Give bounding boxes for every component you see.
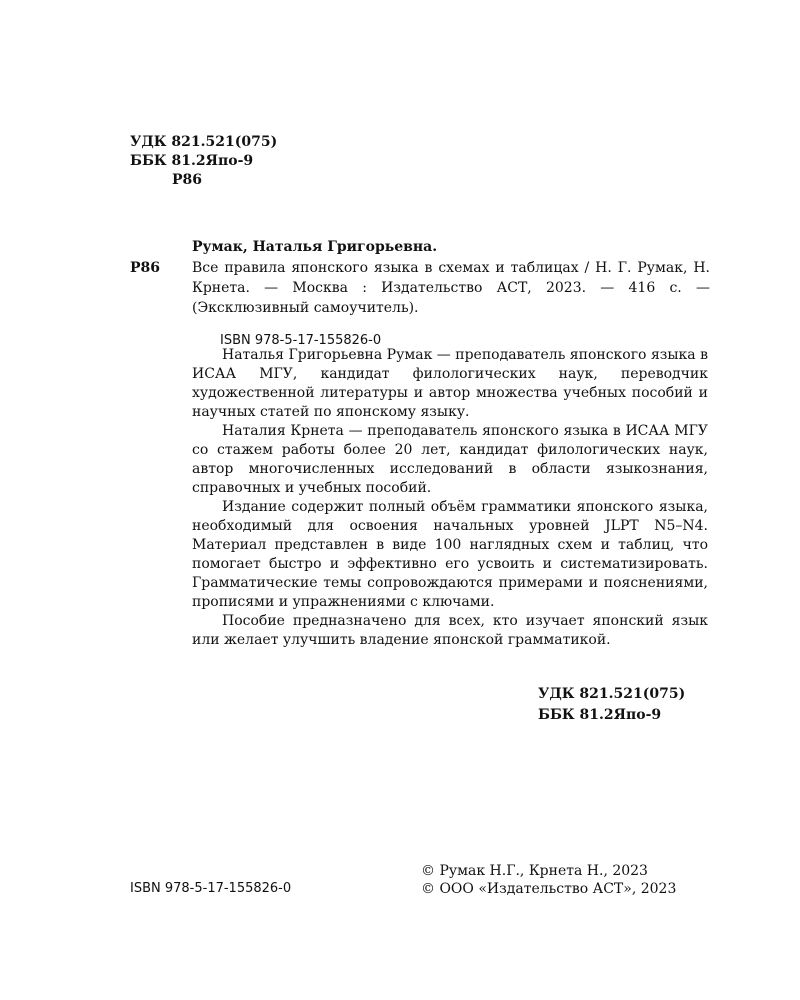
isbn-footer: ISBN 978-5-17-155826-0 <box>130 881 292 896</box>
classification-codes-top <box>130 133 277 190</box>
annotation-paragraph: Наталья Григорьевна Румак — преподаватель японского языка в ИСАА МГУ, кандидат филологических наук, переводчик художественной литературы и автор множества учебных пособий и научных статей по японскому языку. <box>192 347 708 420</box>
annotation-paragraph: Наталия Крнета — преподаватель японского языка в ИСАА МГУ со стажем работы более 20 лет, кандидат филологических наук, автор многочисленных исследований в области языкознания, справочных и учебных пособий. <box>192 423 708 496</box>
bibliographic-description: Все правила японского языка в схемах и таблицах / Н. Г. Румак, Н. Крнета. — Москва : Издательство АСТ, 2023. — 416 с. — (Эксклюзивный самоучитель). <box>192 260 710 316</box>
annotation <box>192 346 708 650</box>
description-block <box>130 258 710 318</box>
bibliographic-record <box>130 236 710 351</box>
classification-codes-bottom <box>538 684 685 726</box>
copyright-authors: © Румак Н.Г., Крнета Н., 2023 <box>421 863 648 879</box>
udc-code: УДК 821.521(075) <box>130 134 278 150</box>
author-mark: Р86 <box>172 172 203 188</box>
author-heading: Румак, Наталья Григорьевна. <box>192 239 438 255</box>
author-sign: Р86 <box>130 260 161 276</box>
annotation-paragraph: Издание содержит полный объём грамматики японского языка, необходимый для освоения начальных уровней JLPT N5–N4. Материал представлен в виде 100 наглядных схем и таблиц, что помогает быстро и эффективно его усвоить и систематизировать. Грамматические темы сопровождаются примерами и пояснениями, прописями и упражнениями с ключами. <box>192 499 708 610</box>
isbn: ISBN 978-5-17-155826-0 <box>220 333 382 348</box>
udc-code: УДК 821.521(075) <box>538 686 686 702</box>
annotation-paragraph: Пособие предназначено для всех, кто изучает японский язык или желает улучшить владение японской грамматикой. <box>192 613 708 648</box>
bbk-code: ББК 81.2Япо-9 <box>538 707 662 723</box>
copyright-block <box>421 862 676 898</box>
copyright-publisher: © ООО «Издательство АСТ», 2023 <box>421 881 677 897</box>
bbk-code: ББК 81.2Япо-9 <box>130 153 254 169</box>
